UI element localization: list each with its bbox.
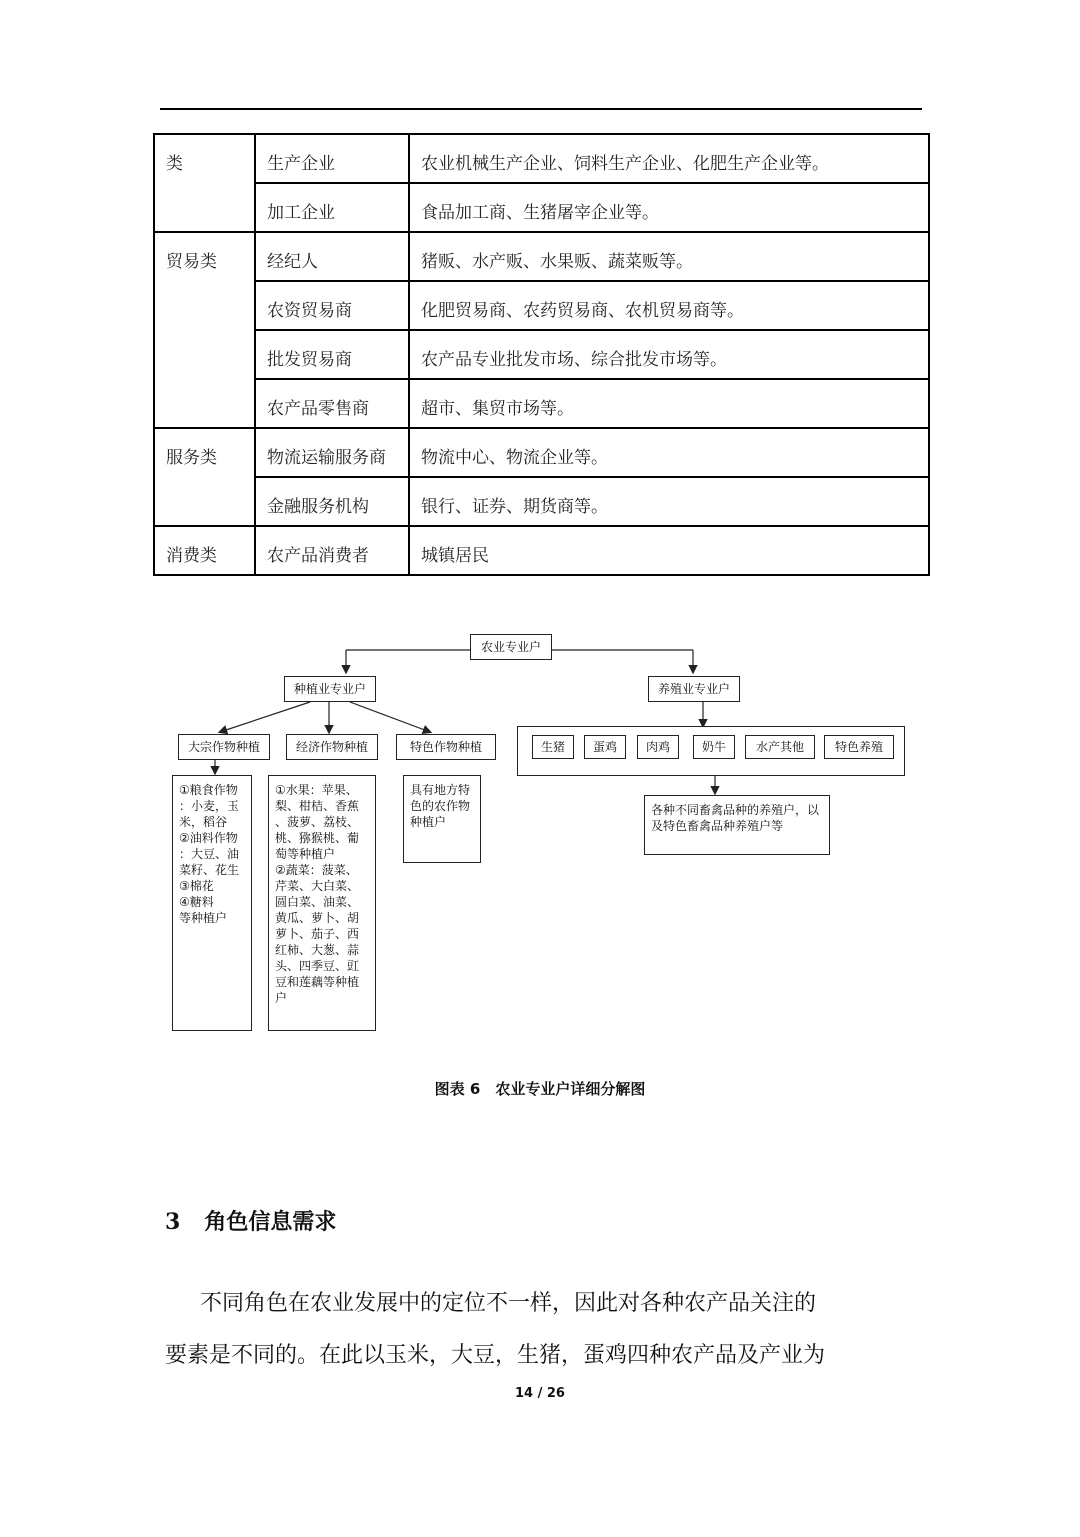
- detail-line: 萄等种植户: [275, 847, 336, 861]
- table-cell: 类: [154, 134, 255, 232]
- table-cell: 猪贩、水产贩、水果贩、蔬菜贩等。: [409, 232, 929, 281]
- table-row: [154, 330, 929, 379]
- table-row: [154, 477, 929, 526]
- table-cell: 金融服务机构: [255, 477, 409, 526]
- animal-node: 奶牛: [693, 735, 735, 759]
- org-chart: [160, 630, 920, 1040]
- table-cell: 服务类: [154, 428, 255, 526]
- breeding-node: 养殖业专业户: [648, 676, 740, 702]
- paragraph-line: 不同角色在农业发展中的定位不一样，因此对各种农产品关注的: [200, 1291, 817, 1316]
- table-cell: 经纪人: [255, 232, 409, 281]
- table-cell: 物流运输服务商: [255, 428, 409, 477]
- crop-type-node: 特色作物种植: [396, 734, 496, 760]
- table-cell: 化肥贸易商、农药贸易商、农机贸易商等。: [409, 281, 929, 330]
- detail-line: ②油料作物: [179, 831, 238, 845]
- animal-node: 水产其他: [745, 735, 815, 759]
- table-cell: 农产品消费者: [255, 526, 409, 575]
- detail-line: 户: [275, 991, 288, 1005]
- table-row: [154, 232, 929, 281]
- detail-line: 梨、柑桔、香蕉: [275, 799, 360, 813]
- section-heading: [165, 1205, 336, 1236]
- table-cell: 农业机械生产企业、饲料生产企业、化肥生产企业等。: [409, 134, 929, 183]
- detail-line: 具有地方特: [410, 783, 471, 797]
- animal-node: 肉鸡: [637, 735, 679, 759]
- planting-node: 种植业专业户: [284, 676, 376, 702]
- table-cell: 农资贸易商: [255, 281, 409, 330]
- roles-table: [153, 133, 930, 576]
- root-node: 农业专业户: [470, 634, 552, 660]
- detail-line: 、菠萝、荔枝、: [275, 815, 360, 829]
- table-cell: 城镇居民: [409, 526, 929, 575]
- table-row: [154, 281, 929, 330]
- detail-line: 菜籽、花生: [179, 863, 240, 877]
- animal-node: 生猪: [532, 735, 574, 759]
- page-number: 14 / 26: [515, 1386, 565, 1401]
- table-cell: 生产企业: [255, 134, 409, 183]
- detail-line: ①粮食作物: [179, 783, 238, 797]
- header-rule: [160, 108, 922, 110]
- table-cell: 贸易类: [154, 232, 255, 428]
- table-row: [154, 379, 929, 428]
- crop-type-node: 经济作物种植: [286, 734, 378, 760]
- table-row: [154, 134, 929, 183]
- detail-line: ④糖料: [179, 895, 214, 909]
- detail-line: ③棉花: [179, 879, 214, 893]
- table-cell: 农产品零售商: [255, 379, 409, 428]
- detail-line: 萝卜、茄子、西: [275, 927, 360, 941]
- detail-line: 红柿、大葱、蒜: [275, 943, 360, 957]
- detail-line: ②蔬菜：菠菜、: [275, 863, 358, 877]
- crop-detail-node: [268, 775, 376, 1031]
- figure-caption: 图表 6 农业专业户详细分解图: [434, 1080, 646, 1098]
- table-cell: 农产品专业批发市场、综合批发市场等。: [409, 330, 929, 379]
- detail-line: ①水果：苹果、: [275, 783, 358, 797]
- detail-line: 及特色畜禽品种养殖户等: [651, 819, 784, 833]
- detail-line: 豆和莲藕等种植: [275, 975, 360, 989]
- animal-node: 特色养殖: [824, 735, 894, 759]
- detail-line: ：小麦，玉: [179, 799, 240, 813]
- table-cell: 批发贸易商: [255, 330, 409, 379]
- table-cell: 食品加工商、生猪屠宰企业等。: [409, 183, 929, 232]
- detail-line: 黄瓜、萝卜、胡: [275, 911, 360, 925]
- detail-line: 米，稻谷: [179, 815, 228, 829]
- crop-type-node: 大宗作物种植: [178, 734, 270, 760]
- crop-detail-node: [172, 775, 252, 1031]
- paragraph-line: 要素是不同的。在此以玉米，大豆，生猪，蛋鸡四种农产品及产业为: [165, 1343, 826, 1368]
- detail-line: 桃、猕猴桃、葡: [275, 831, 360, 845]
- detail-line: 芹菜、大白菜、: [275, 879, 360, 893]
- detail-line: 各种不同畜禽品种的养殖户，以: [651, 803, 820, 817]
- detail-line: 种植户: [410, 815, 447, 829]
- table-cell: 物流中心、物流企业等。: [409, 428, 929, 477]
- table-row: [154, 526, 929, 575]
- detail-line: ：大豆、油: [179, 847, 240, 861]
- table-row: [154, 183, 929, 232]
- animal-node: 蛋鸡: [584, 735, 626, 759]
- table-cell: 加工企业: [255, 183, 409, 232]
- animals-group: [517, 726, 905, 776]
- table-row: [154, 428, 929, 477]
- detail-line: 色的农作物: [410, 799, 471, 813]
- detail-line: 头、四季豆、豇: [275, 959, 360, 973]
- crop-detail-node: [403, 775, 481, 863]
- table-cell: 消费类: [154, 526, 255, 575]
- section-title: 角色信息需求: [204, 1209, 337, 1235]
- breeding-detail-node: [644, 795, 830, 855]
- table-cell: 银行、证券、期货商等。: [409, 477, 929, 526]
- table-cell: 超市、集贸市场等。: [409, 379, 929, 428]
- section-number: 3: [165, 1209, 181, 1235]
- detail-line: 圆白菜、油菜、: [275, 895, 360, 909]
- detail-line: 等种植户: [179, 911, 228, 925]
